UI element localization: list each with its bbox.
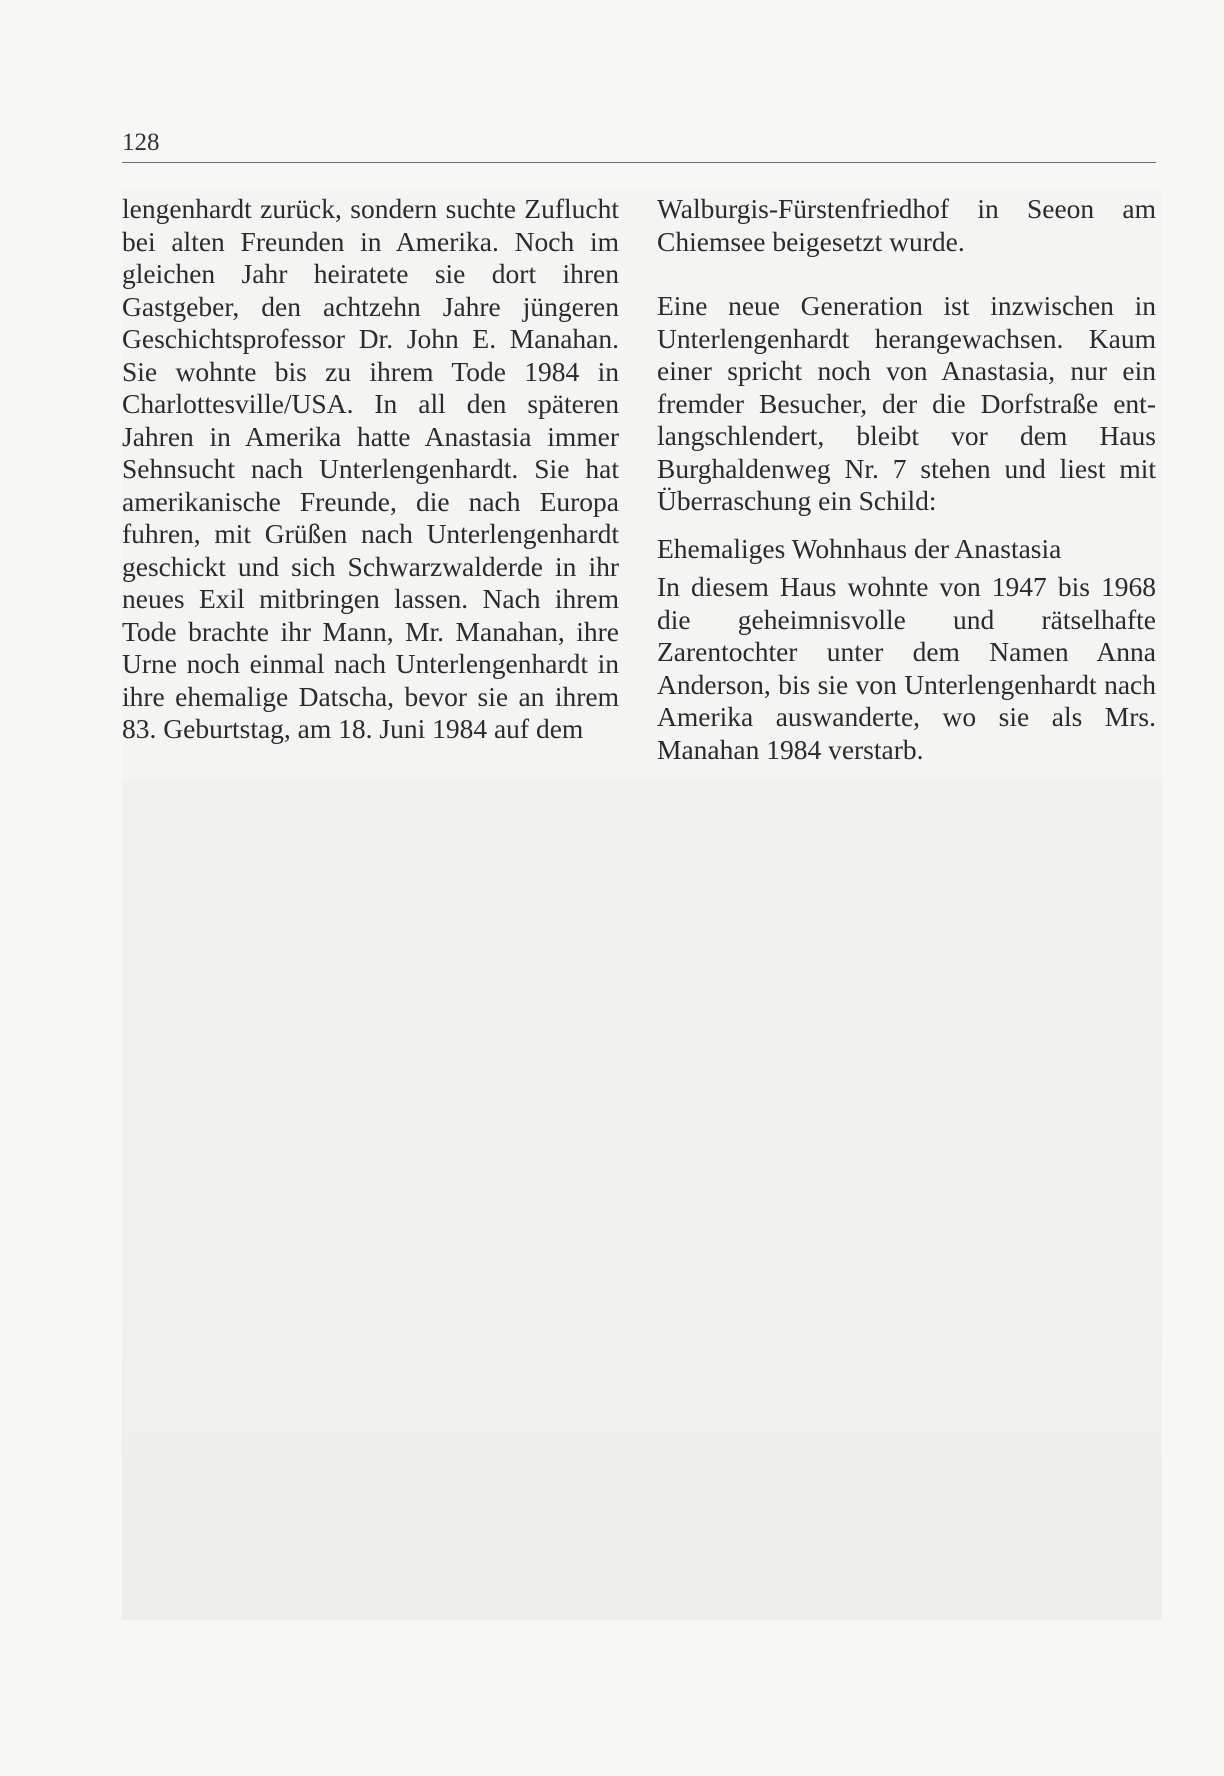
plaque-title: Ehemaliges Wohnhaus der Anastasia [657,532,1062,564]
page-number: 128 [122,129,160,156]
left-paragraph-1: lengenhardt zurück, sondern suchte Zuflucht bei alten Freunden in Amerika. Noch im gleichen Jahr heiratete sie dort ihren Gastgeber, den achtzehn Jahre jüngeren Geschichtsprofessor Dr. John E. Manahan. Sie wohnte bis zu ihrem Tode 1984 in Charlottesville/USA. In all den späteren Jahren in Amerika hatte Anastasia immer Sehnsucht nach Unterlengenhardt. Sie hat amerikanische Freunde, die nach Europa fuhren, mit Grüßen nach Unterlengenhardt geschickt und sich Schwarzwalderde in ihr neues Exil mitbringen lassen. Nach ihrem Tode brachte ihr Mann, Mr. Manahan, ihre Urne noch einmal nach Unterlengenhardt in ihre ehemalige Datscha, bevor sie an ihrem 83. Geburtstag, am 18. Juni 1984 auf dem [122,193,619,744]
right-paragraph-1: Walburgis-Fürstenfriedhof in Seeon am Chiemsee beigesetzt wurde. [657,193,1156,257]
right-paragraph-2: Eine neue Generation ist inzwischen in Unterlengenhardt herangewachsen. Kaum einer spricht noch von Anastasia, nur ein fremder Besucher, der die Dorfstraße entlangschlendert, bleibt vor dem Haus Burghaldenweg Nr. 7 stehen und liest mit Überraschung ein Schild: [657,290,1156,516]
paragraph-spacer [657,258,1156,290]
header-rule [122,162,1156,163]
right-column [657,193,1156,766]
left-column [122,193,619,746]
plaque-text: In diesem Haus wohnte von 1947 bis 1968 die geheimnisvolle und rätselhafte Zarentochter unter dem Namen Anna Anderson, bis sie von Unterlengenhardt nach Amerika auswanderte, wo sie als Mrs. Manahan 1984 verstarb. [657,571,1156,765]
show-through-photo [122,780,1162,1620]
paragraph-spacer [657,518,1156,533]
